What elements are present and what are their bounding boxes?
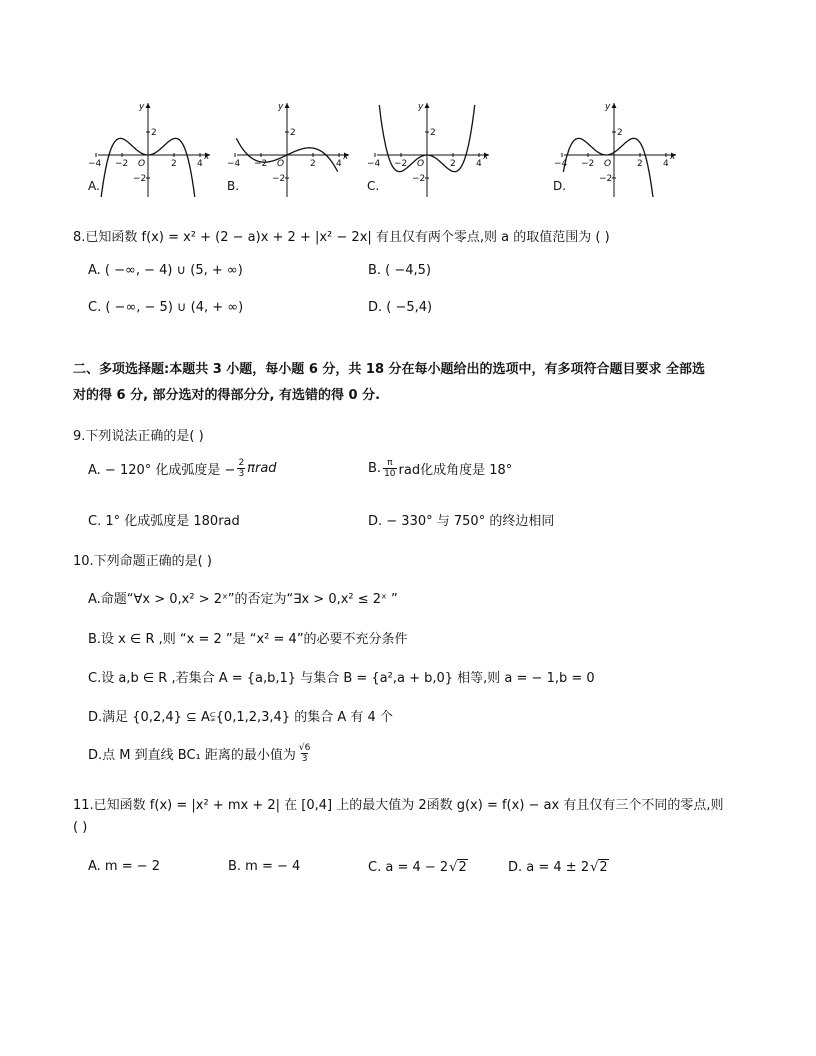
y-axis-label: y bbox=[278, 102, 284, 112]
question-11-stem-line-1: 11.已知函数 f(x) = |x² + mx + 2| 在 [0,4] 上的最大值为 2函数 g(x) = f(x) − ax 有且仅有三个不同的零点,则 bbox=[73, 798, 724, 813]
fraction-denominator: 10 bbox=[384, 469, 396, 479]
x-tick-label-neg4: −4 bbox=[227, 159, 241, 169]
y-axis-label: y bbox=[418, 102, 424, 112]
option-label: A. bbox=[88, 179, 100, 193]
origin-label: O bbox=[604, 159, 612, 169]
question-9-option-b bbox=[368, 458, 512, 479]
question-9-option-c: C. 1° 化成弧度是 180rad bbox=[88, 514, 240, 529]
x-axis-label: x bbox=[483, 152, 489, 162]
fraction-numerator: π bbox=[387, 458, 393, 468]
x-tick-label-neg2: −2 bbox=[394, 159, 408, 169]
question-8-option-b: B. ( −4,5) bbox=[368, 263, 432, 278]
y-axis-arrow bbox=[146, 103, 151, 108]
option-b-label: B. bbox=[368, 461, 382, 476]
y-tick-label-neg2: −2 bbox=[272, 174, 286, 184]
q7-graph-b bbox=[227, 102, 349, 197]
question-9-option-a bbox=[88, 458, 277, 479]
origin-label: O bbox=[417, 159, 425, 169]
y-tick-label-2: 2 bbox=[151, 128, 157, 138]
x-tick-label-2: 2 bbox=[637, 159, 643, 169]
x-tick-label-neg4: −4 bbox=[554, 159, 568, 169]
question-8-stem: 8.已知函数 f(x) = x² + (2 − a)x + 2 + |x² − 2x| 有且仅有两个零点,则 a 的取值范围为 ( ) bbox=[73, 230, 610, 245]
y-tick-label-neg2: −2 bbox=[133, 174, 147, 184]
option-c-text: C. a = 4 − 2 bbox=[368, 859, 449, 875]
option-label: C. bbox=[367, 179, 380, 193]
x-tick-label-2: 2 bbox=[310, 159, 316, 169]
fraction-numerator: 2 bbox=[238, 458, 245, 468]
y-tick-label-neg2: −2 bbox=[412, 174, 426, 184]
fraction bbox=[237, 458, 245, 479]
question-10-option-b: B.设 x ∈ R ,则 “x = 2 ”是 “x² = 4”的必要不充分条件 bbox=[88, 632, 408, 647]
option-a-unit: πrad bbox=[247, 461, 277, 476]
question-10-option-d: D.满足 {0,2,4} ⊆ A⫋{0,1,2,3,4} 的集合 A 有 4 个 bbox=[88, 710, 393, 725]
option-b-text: rad化成角度是 18° bbox=[398, 463, 513, 478]
fraction-numerator: √6 bbox=[298, 743, 311, 753]
question-10-option-a: A.命题“∀x > 0,x² > 2ˣ”的否定为“∃x > 0,x² ≤ 2ˣ ” bbox=[88, 592, 398, 607]
fraction-denominator: 3 bbox=[301, 754, 308, 764]
y-tick-label-2: 2 bbox=[290, 128, 296, 138]
option-label: D. bbox=[553, 179, 567, 193]
x-tick-label-neg2: −2 bbox=[254, 159, 268, 169]
question-11-stem-line-2: ( ) bbox=[73, 820, 88, 835]
option-a-text: A. − 120° 化成弧度是 − bbox=[88, 463, 236, 478]
x-tick-label-4: 4 bbox=[476, 159, 482, 169]
question-8-option-d: D. ( −5,4) bbox=[368, 300, 433, 315]
question-9-stem: 9.下列说法正确的是( ) bbox=[73, 429, 204, 444]
y-tick-label-neg2: −2 bbox=[599, 174, 613, 184]
y-axis-label: y bbox=[605, 102, 611, 112]
y-tick-label-2: 2 bbox=[617, 128, 623, 138]
section-2-heading-line-2: 对的得 6 分, 部分选对的得部分分, 有选错的得 0 分. bbox=[73, 388, 381, 403]
x-tick-label-4: 4 bbox=[336, 159, 342, 169]
x-tick-label-neg4: −4 bbox=[88, 159, 102, 169]
sqrt-symbol: √ bbox=[590, 859, 599, 875]
q7-graph-d bbox=[553, 102, 676, 210]
origin-label: O bbox=[277, 159, 285, 169]
question-10-option-e bbox=[88, 743, 310, 764]
y-axis-arrow bbox=[285, 103, 290, 108]
origin-label: O bbox=[138, 159, 146, 169]
x-tick-label-4: 4 bbox=[663, 159, 669, 169]
question-8-option-c: C. ( −∞, − 5) ∪ (4, + ∞) bbox=[88, 300, 244, 315]
x-tick-label-neg4: −4 bbox=[367, 159, 381, 169]
x-tick-label-2: 2 bbox=[171, 159, 177, 169]
section-2-heading-line-1: 二、多项选择题:本题共 3 小题，每小题 6 分，共 18 分在每小题给出的选项中，有多项符合题目要求 全部选 bbox=[73, 362, 706, 377]
option-label: B. bbox=[227, 179, 240, 193]
question-11-option-a: A. m = − 2 bbox=[88, 859, 161, 874]
x-tick-label-4: 4 bbox=[197, 159, 203, 169]
y-tick-label-2: 2 bbox=[430, 128, 436, 138]
x-axis-label: x bbox=[670, 152, 676, 162]
x-axis-label: x bbox=[204, 152, 210, 162]
question-11-option-d bbox=[508, 859, 609, 875]
question-9-option-d: D. − 330° 与 750° 的终边相同 bbox=[368, 514, 555, 529]
fraction-denominator: 3 bbox=[238, 469, 245, 479]
fraction bbox=[383, 458, 396, 479]
q7-graph-c bbox=[367, 77, 489, 197]
x-tick-label-neg2: −2 bbox=[581, 159, 595, 169]
option-e-text: D.点 M 到直线 BC₁ 距离的最小值为 bbox=[88, 748, 296, 763]
q7-graphs-svg bbox=[0, 0, 816, 210]
option-d-text: D. a = 4 ± 2 bbox=[508, 859, 590, 875]
question-11-option-b: B. m = − 4 bbox=[228, 859, 301, 874]
question-11-option-c bbox=[368, 859, 468, 875]
x-axis-label: x bbox=[343, 152, 349, 162]
y-axis-arrow bbox=[425, 103, 430, 108]
y-axis-arrow bbox=[612, 103, 617, 108]
fraction bbox=[299, 743, 310, 764]
x-tick-label-neg2: −2 bbox=[115, 159, 129, 169]
question-8-option-a: A. ( −∞, − 4) ∪ (5, + ∞) bbox=[88, 263, 243, 278]
sqrt-radicand: 2 bbox=[599, 860, 608, 875]
question-10-option-c: C.设 a,b ∈ R ,若集合 A = {a,b,1} 与集合 B = {a²,a + b,0} 相等,则 a = − 1,b = 0 bbox=[88, 671, 595, 686]
y-axis-label: y bbox=[139, 102, 145, 112]
q7-graph-a bbox=[88, 102, 210, 210]
x-tick-label-2: 2 bbox=[450, 159, 456, 169]
sqrt-symbol: √ bbox=[449, 859, 458, 875]
question-10-stem: 10.下列命题正确的是( ) bbox=[73, 554, 212, 569]
sqrt-radicand: 2 bbox=[458, 860, 467, 875]
